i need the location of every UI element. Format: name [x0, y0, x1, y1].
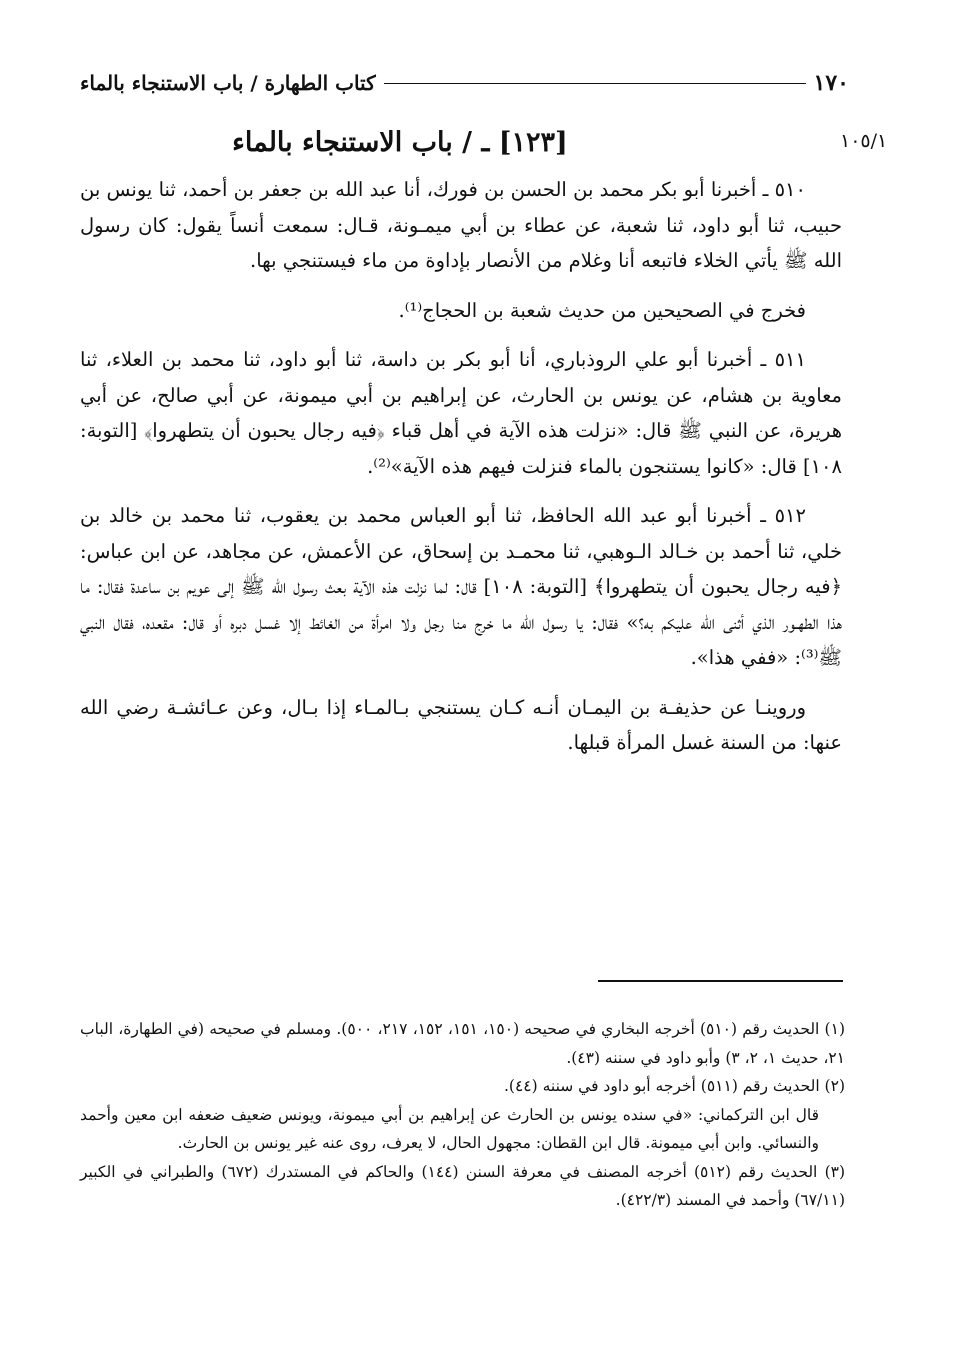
running-header — [80, 66, 849, 100]
page-number: ١٧٠ — [813, 70, 849, 96]
hadith-510: ٥١٠ ـ أخبرنا أبو بكر محمد بن الحسن بن فورك، أنا عبد الله بن جعفر بن أحمد، ثنا يونس بن حبيب، ثنا أبو داود، ثنا شعبة، عن عطاء بن أبي ميمـونة، قـال: سمعت أنساً يقول: كان رسول الله ﷺ يأتي الخلاء فاتبعه أنا وغلام من الأنصار بإداوة من ماء فيستنجي بها. — [80, 178, 842, 272]
closing-paragraph: وروينـا عن حذيفـة بن اليمـان أنـه كـان يستنجي بـالمـاء إذا بـال، وعن عـائشـة رضي الله عنها: من السنة غسل المرأة قبلها. — [80, 695, 842, 754]
footnote-3: (٣) الحديث رقم (٥١٢) أخرجه المصنف في معرفة السنن (١٤٤) والحاكم في المستدرك (٦٧٢) والطبراني في الكبير (٦٧/١١) وأحمد في المسند (٤٢٢/٣). — [80, 1162, 846, 1209]
footnote-1: (١) الحديث رقم (٥١٠) أخرجه البخاري في صحيحه (١٥٠، ١٥١، ١٥٢، ٢١٧، ٥٠٠). ومسلم في صحيحه (في الطهارة، الباب ٢١، حديث ١، ٢، ٣) وأبو داود في سننه (٤٣). — [80, 1020, 845, 1067]
footnote-2-comment: قال ابن التركماني: «في سنده يونس بن الحارث عن إبراهيم بن أبي ميمونة، ويونس ضعيف ضعفه ابن معين وأحمد والنسائي. وابن أبي ميمونة. قال ابن القطان: مجهول الحال، لا يعرف، روى عنه غير يونس بن الحارث. — [80, 1105, 819, 1152]
footnote-2: (٢) الحديث رقم (٥١١) أخرجه أبو داود في سننه (٤٤). — [503, 1077, 845, 1095]
header-rule — [384, 83, 806, 84]
hadith-512: ٥١٢ ـ أخبرنا أبو عبد الله الحافظ، ثنا أبو العباس محمد بن يعقوب، ثنا محمد بن خالد بن خلي، ثنا أحمد بن خـالد الـوهبي، ثنا محمـد بن إسحاق، عن الأعمش، عن مجاهد، عن ابن عباس: ﴿فيه رجال يحبون أن يتطهروا﴾ [التوبة: ١٠٨] قال: لما نزلت هذه الآية بعث رسول الله ﷺ إلى عويم بن ساعدة فقال: ما هذا الطهـور الذي أثنى الله عليكم به؟» فقال: يا رسول الله ما خرج منا رجل ولا امرأة من الغائط إلا غسل دبره أو قال: مقعده، فقال النبي ﷺ⁽³⁾: «ففي هذا». — [80, 504, 842, 669]
running-title: كتاب الطهارة / باب الاستنجاء بالماء — [80, 71, 376, 95]
margin-reference: ١٠٥/١ — [840, 130, 888, 152]
body-text — [80, 172, 842, 761]
footnote-separator — [598, 980, 843, 982]
hadith-511: ٥١١ ـ أخبرنا أبو علي الروذباري، أنا أبو بكر بن داسة، ثنا أبو داود، ثنا محمد بن العلاء، ثنا معاوية بن هشام، عن يونس بن الحارث، عن إبراهيم بن أبي ميمونة، عن أبي صالح، عن أبي هريرة، عن النبي ﷺ قال: «نزلت هذه الآية في أهل قباء ﴿فيه رجال يحبون أن يتطهروا﴾ [التوبة: ١٠٨] قال: «كانوا يستنجون بالماء فنزلت فيهم هذه الآية»⁽²⁾. — [80, 348, 842, 478]
takhrij-note: فخرج في الصحيحين من حديث شعبة بن الحجاج⁽¹⁾. — [398, 298, 806, 322]
chapter-heading: [١٢٣] ـ / باب الاستنجاء بالماء — [232, 127, 568, 158]
footnotes — [80, 1015, 845, 1215]
